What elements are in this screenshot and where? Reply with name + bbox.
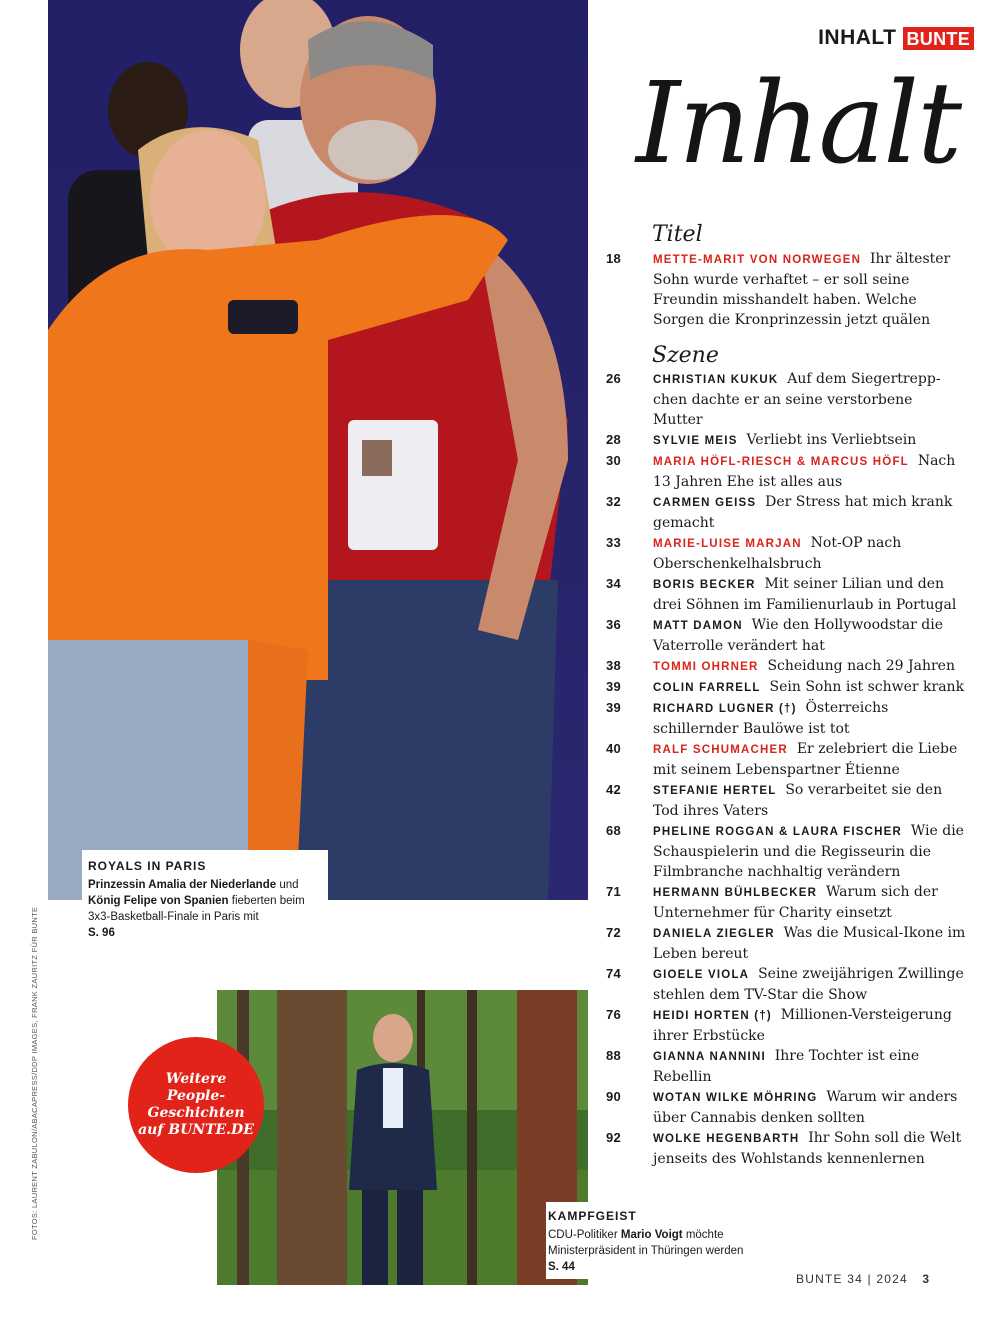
toc-entry-name: GIOELE VIOLA	[653, 969, 750, 981]
toc-entry-body	[653, 430, 966, 451]
toc-entry-body	[653, 821, 966, 882]
hero-photo	[48, 0, 588, 900]
toc-page-number: 92	[606, 1130, 622, 1145]
toc-entry-body	[653, 533, 966, 574]
toc-entry-name: GIANNA NANNINI	[653, 1051, 766, 1063]
toc-entry[interactable]	[606, 698, 966, 739]
toc-entry-name: TOMMI OHRNER	[653, 661, 759, 673]
toc-entry-name: MARIA HÖFL-RIESCH & MARCUS HÖFL	[653, 456, 909, 468]
toc-entry-text: Auf dem Siegertreppchen dachte er an seine verstorbene Mutter	[653, 371, 941, 428]
second-caption-heading: KAMPFGEIST	[548, 1209, 637, 1223]
toc-entry[interactable]	[606, 451, 966, 492]
toc-entry-text: Nach 13 Jahren Ehe ist alles aus	[653, 453, 956, 490]
section-label: INHALT	[818, 26, 897, 49]
toc-titel	[606, 249, 966, 330]
toc-entry-text: Was die Musical-Ikone im Leben bereut	[653, 925, 966, 962]
toc-entry-text: So verarbeitet sie den Tod ihres Vaters	[653, 782, 943, 819]
forest-photo-illustration	[217, 990, 588, 1285]
toc-entry-body	[653, 882, 966, 923]
second-caption-pre: CDU-Politiker	[548, 1229, 618, 1241]
toc-entry[interactable]	[606, 739, 966, 780]
toc-page-number: 74	[606, 966, 622, 981]
toc-entry-text: Wie den Hollywoodstar die Vaterrolle verändert hat	[653, 617, 944, 654]
toc-entry[interactable]	[606, 677, 966, 698]
toc-page-number: 68	[606, 823, 622, 838]
bunte-logo: BUNTE	[903, 27, 975, 50]
caption-person-2: König Felipe von Spanien	[88, 895, 229, 907]
toc-page-number: 34	[606, 576, 622, 591]
second-caption-rest: möchte Ministerpräsident in Thüringen werden	[548, 1229, 744, 1257]
photo-credits: FOTOS: LAURENT ZABULON/ABACAPRESS/DDP IMAGES, FRANK ZAURITZ FÜR BUNTE	[30, 906, 39, 1240]
toc-entry-name: WOTAN WILKE MÖHRING	[653, 1092, 818, 1104]
page-number: 3	[922, 1272, 930, 1286]
toc-entry-text: Warum wir anders über Cannabis denken sollten	[653, 1089, 958, 1126]
toc-page-number: 71	[606, 884, 622, 899]
hero-caption-text	[88, 877, 318, 925]
second-caption-person: Mario Voigt	[620, 1229, 683, 1241]
toc-entry-body	[653, 1005, 966, 1046]
toc-page-number: 33	[606, 535, 622, 550]
toc-entry[interactable]	[606, 369, 966, 430]
toc-page-number: 32	[606, 494, 622, 509]
toc-entry[interactable]	[606, 615, 966, 656]
toc-entry-body	[653, 1046, 966, 1087]
toc-page-number: 18	[606, 251, 622, 266]
toc-page-number: 28	[606, 432, 622, 447]
toc-entry-text: Seine zweijährigen Zwillinge stehlen dem TV-Star die Show	[653, 966, 964, 1003]
toc-entry[interactable]	[606, 1046, 966, 1087]
toc-entry[interactable]	[606, 923, 966, 964]
second-caption	[546, 1202, 766, 1279]
toc-entry-body	[653, 615, 966, 656]
hero-caption-heading: ROYALS IN PARIS	[88, 859, 207, 873]
toc-entry[interactable]	[606, 430, 966, 451]
toc-entry[interactable]	[606, 1087, 966, 1128]
toc-page-number: 40	[606, 741, 622, 756]
toc-page-number: 38	[606, 658, 622, 673]
toc-entry-text: Mit seiner Lilian und den drei Söhnen im Familienurlaub in Portugal	[653, 576, 957, 613]
toc-entry[interactable]	[606, 821, 966, 882]
toc-entry-body	[653, 964, 966, 1005]
toc-entry-name: DANIELA ZIEGLER	[653, 928, 775, 940]
toc-entry-text: Millionen-Versteigerung ihrer Erbstücke	[653, 1007, 952, 1044]
forest-photo	[217, 990, 588, 1285]
toc-entry-name: METTE-MARIT VON NORWEGEN	[653, 254, 862, 266]
toc-entry-text: Der Stress hat mich krank gemacht	[653, 494, 953, 531]
toc-entry-name: PHELINE ROGGAN & LAURA FISCHER	[653, 826, 902, 838]
toc-entry-body	[653, 698, 966, 739]
page-footer	[796, 1272, 929, 1286]
toc-entry[interactable]	[606, 533, 966, 574]
toc-entry-text: Wie die Schauspielerin und die Regisseurin die Filmbranche nachhaltig verändern	[653, 823, 964, 880]
toc-entry-body	[653, 249, 966, 330]
toc-page-number: 90	[606, 1089, 622, 1104]
toc-entry-name: BORIS BECKER	[653, 579, 756, 591]
toc-entry-name: WOLKE HEGENBARTH	[653, 1133, 800, 1145]
caption-person-1: Prinzessin Amalia der Niederlande	[88, 879, 277, 891]
toc-entry-body	[653, 923, 966, 964]
promo-badge[interactable]: Weitere People-Geschichten auf BUNTE.DE	[128, 1037, 264, 1173]
toc-entry-text: Not-OP nach Oberschenkelhalsbruch	[653, 535, 902, 572]
toc-entry-name: STEFANIE HERTEL	[653, 785, 777, 797]
toc-entry-text: Sein Sohn ist schwer krank	[769, 679, 965, 695]
toc-entry[interactable]	[606, 656, 966, 677]
toc-entry-body	[653, 451, 966, 492]
toc-entry-body	[653, 492, 966, 533]
toc-page-number: 36	[606, 617, 622, 632]
section-title-titel: Titel	[652, 222, 703, 247]
second-caption-text	[548, 1227, 758, 1259]
caption-connector: und	[279, 879, 299, 891]
caption-page-ref: S. 96	[88, 927, 115, 939]
toc-entry[interactable]	[606, 492, 966, 533]
toc-entry-body	[653, 1128, 966, 1169]
toc-entry-text: Verliebt ins Verliebtsein	[746, 432, 917, 448]
toc-entry-name: MATT DAMON	[653, 620, 743, 632]
hero-caption	[82, 850, 328, 947]
toc-page-number: 39	[606, 700, 622, 715]
toc-page-number: 30	[606, 453, 622, 468]
toc-page-number: 76	[606, 1007, 622, 1022]
toc-page-number: 88	[606, 1048, 622, 1063]
toc-entry-name: SYLVIE MEIS	[653, 435, 738, 447]
toc-entry-name: CARMEN GEISS	[653, 497, 757, 509]
hero-photo-illustration	[48, 0, 588, 900]
second-caption-page-ref: S. 44	[548, 1261, 575, 1273]
toc-entry[interactable]	[606, 1128, 966, 1169]
toc-entry-text: Ihre Tochter ist eine Rebellin	[653, 1048, 920, 1085]
toc-entry-body	[653, 656, 966, 677]
toc-entry-text: Er zelebriert die Liebe mit seinem Lebenspartner Étienne	[653, 741, 958, 778]
toc-entry[interactable]	[606, 574, 966, 615]
toc-page-number: 42	[606, 782, 622, 797]
toc-page-number: 39	[606, 679, 622, 694]
toc-entry[interactable]	[606, 882, 966, 923]
toc-entry[interactable]	[606, 249, 966, 330]
toc-entry-body	[653, 677, 966, 698]
toc-page-number: 26	[606, 371, 622, 386]
toc-entry-body	[653, 574, 966, 615]
toc-entry-text: Österreichs schillernder Baulöwe ist tot	[653, 700, 889, 737]
toc-entry-text: Warum sich der Unternehmer für Charity einsetzt	[653, 884, 938, 921]
section-title-szene: Szene	[652, 343, 719, 368]
toc-entry-text: Ihr ältester Sohn wurde verhaftet – er soll seine Freundin misshandelt haben. Welche Sorgen die Kronprinzessin jetzt quälen	[653, 251, 951, 328]
toc-entry-body	[653, 739, 966, 780]
toc-entry-text: Ihr Sohn soll die Welt jenseits des Wohlstands kennenlernen	[653, 1130, 962, 1167]
toc-szene	[606, 369, 966, 1169]
issue-label: BUNTE 34 | 2024	[796, 1272, 908, 1286]
toc-entry-name: RICHARD LUGNER (†)	[653, 703, 797, 715]
toc-page-number: 72	[606, 925, 622, 940]
page-title: Inhalt	[636, 59, 961, 189]
toc-entry-name: MARIE-LUISE MARJAN	[653, 538, 802, 550]
toc-entry-body	[653, 780, 966, 821]
toc-entry-body	[653, 369, 966, 430]
caption-rest: fieberten beim 3x3-Basketball-Finale in Paris mit	[88, 895, 305, 923]
toc-entry-name: COLIN FARRELL	[653, 682, 761, 694]
toc-entry-name: HEIDI HORTEN (†)	[653, 1010, 772, 1022]
section-header	[818, 26, 974, 50]
toc-entry-name: CHRISTIAN KUKUK	[653, 374, 779, 386]
toc-entry[interactable]	[606, 964, 966, 1005]
toc-entry[interactable]	[606, 1005, 966, 1046]
toc-entry-text: Scheidung nach 29 Jahren	[767, 658, 955, 674]
toc-entry[interactable]	[606, 780, 966, 821]
toc-entry-name: RALF SCHUMACHER	[653, 744, 788, 756]
toc-entry-name: HERMANN BÜHLBECKER	[653, 887, 818, 899]
toc-entry-body	[653, 1087, 966, 1128]
